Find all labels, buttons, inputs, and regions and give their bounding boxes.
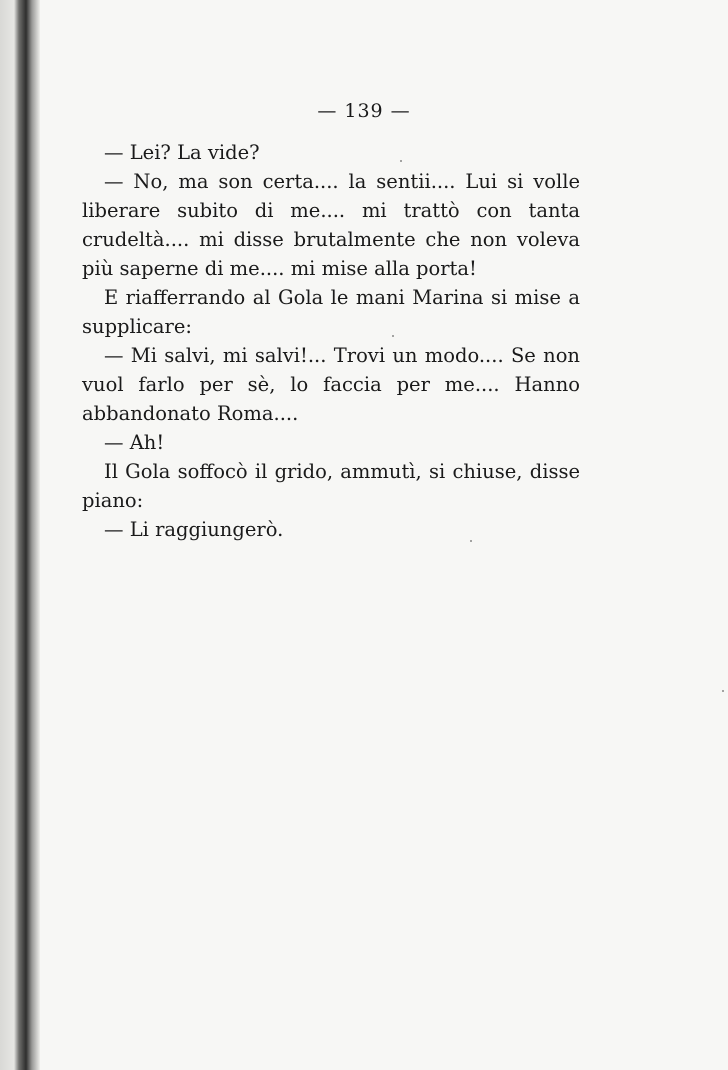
paper-speck: [392, 335, 394, 337]
paragraph-7: — Li raggiungerò.: [104, 518, 284, 541]
paragraph-5: — Ah!: [104, 431, 165, 454]
paragraph-6: Il Gola soffocò il grido, ammutì, si chiuse, disse piano:: [82, 460, 580, 512]
page-binding-edge: [0, 0, 40, 1070]
paper-speck: [470, 540, 472, 542]
page-number: — 139 —: [317, 100, 411, 122]
paragraph-1: — Lei? La vide?: [104, 141, 260, 164]
paper-speck: [722, 690, 724, 692]
body-text: [82, 138, 580, 544]
paper-speck: [400, 160, 402, 162]
paragraph-2: — No, ma son certa.... la sentii.... Lui si volle liberare subito di me.... mi trattò con tanta crudeltà.... mi disse brutalmente che non voleva più saperne di me.... mi mise alla porta!: [82, 170, 580, 280]
paragraph-4: — Mi salvi, mi salvi!... Trovi un modo.... Se non vuol farlo per sè, lo faccia per me.... Hanno abbandonato Roma....: [82, 344, 580, 425]
paragraph-3: E riafferrando al Gola le mani Marina si mise a supplicare:: [82, 286, 580, 338]
